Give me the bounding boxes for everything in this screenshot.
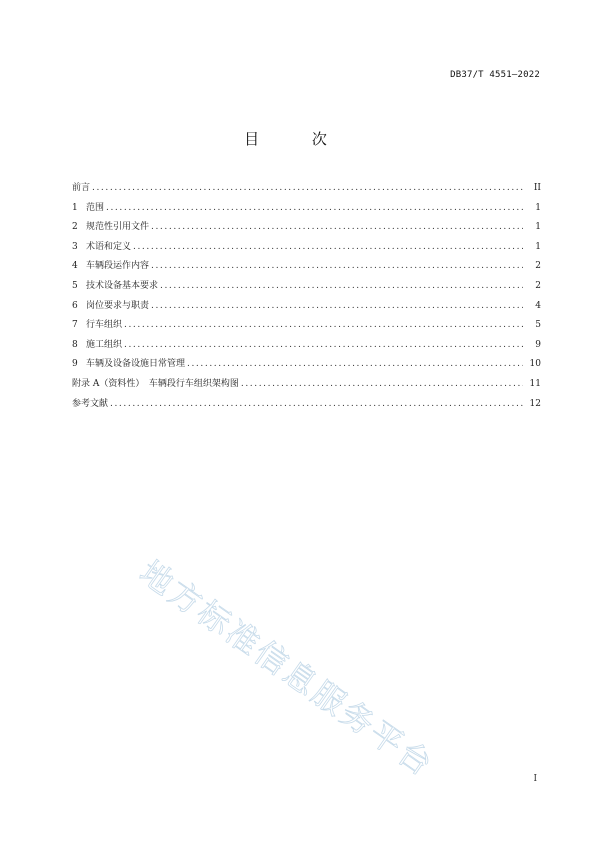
toc-leader-dots — [124, 340, 523, 350]
toc-entry-appendix-a[interactable] — [72, 376, 541, 396]
toc-entry-label: 技术设备基本要求 — [86, 280, 159, 291]
toc-entry-number: 1 — [72, 202, 78, 213]
toc-entry-train-operation[interactable] — [72, 317, 541, 337]
toc-leader-dots — [241, 379, 523, 389]
watermark: 地方标准信息服务平台 — [132, 552, 442, 785]
toc-entry-number: 7 — [72, 320, 78, 331]
toc-leader-dots — [160, 281, 523, 291]
toc-entry-label: 车辆及设备设施日常管理 — [86, 359, 186, 370]
toc-entry-page: 1 — [535, 202, 541, 213]
document-code: DB37/T 4551—2022 — [450, 70, 540, 80]
toc-entry-page: 12 — [529, 398, 541, 409]
toc-entry-number: 8 — [72, 339, 78, 350]
toc-leader-dots — [151, 301, 523, 311]
toc-entry-page: 2 — [535, 261, 541, 272]
toc-entry-number: 4 — [72, 261, 78, 272]
toc-leader-dots — [124, 320, 523, 330]
toc-entry-label: 岗位要求与职责 — [86, 300, 150, 311]
page-number: I — [533, 774, 537, 784]
toc-leader-dots — [110, 399, 523, 409]
toc-entry-daily-management[interactable] — [72, 356, 541, 376]
toc-entry-label: 前言 — [72, 183, 91, 193]
toc-entry-label: 车辆段运作内容 — [86, 261, 150, 272]
toc-leader-dots — [133, 242, 523, 252]
toc-entry-bibliography[interactable] — [72, 396, 541, 416]
toc-entry-post-duties[interactable] — [72, 298, 541, 318]
toc-leader-dots — [151, 222, 523, 232]
toc-entry-label: 范围 — [86, 202, 105, 213]
toc-entry-foreword[interactable] — [72, 180, 541, 200]
toc-entry-page: II — [533, 183, 541, 193]
toc-entry-number: 9 — [72, 359, 78, 370]
toc-entry-number: 6 — [72, 300, 78, 311]
table-of-contents — [72, 180, 541, 415]
toc-entry-page: 4 — [535, 300, 541, 311]
toc-leader-dots — [151, 261, 523, 271]
toc-entry-page: 10 — [529, 359, 541, 370]
page-title: 目 次 — [244, 130, 351, 148]
toc-entry-label: 术语和定义 — [86, 241, 132, 252]
toc-entry-number: 5 — [72, 280, 78, 291]
toc-entry-number: 3 — [72, 241, 78, 252]
toc-entry-label: 规范性引用文件 — [86, 222, 150, 233]
toc-entry-equipment-requirements[interactable] — [72, 278, 541, 298]
toc-leader-dots — [106, 203, 523, 213]
toc-leader-dots — [187, 359, 523, 369]
toc-entry-depot-operations[interactable] — [72, 258, 541, 278]
toc-entry-normative-references[interactable] — [72, 219, 541, 239]
toc-entry-page: 1 — [535, 222, 541, 233]
toc-leader-dots — [92, 183, 523, 193]
toc-entry-label: 附录 A（资料性） 车辆段行车组织架构图 — [72, 378, 239, 389]
toc-entry-label: 施工组织 — [86, 339, 123, 350]
toc-entry-label: 行车组织 — [86, 320, 123, 331]
toc-entry-page: 1 — [535, 241, 541, 252]
toc-entry-page: 9 — [535, 339, 541, 350]
toc-entry-number: 2 — [72, 222, 78, 233]
toc-entry-page: 5 — [535, 320, 541, 331]
toc-entry-construction[interactable] — [72, 337, 541, 357]
toc-entry-terms-definitions[interactable] — [72, 239, 541, 259]
toc-entry-label: 参考文献 — [72, 398, 109, 409]
toc-entry-page: 2 — [535, 280, 541, 291]
toc-entry-page: 11 — [529, 378, 541, 389]
toc-entry-scope[interactable] — [72, 200, 541, 220]
